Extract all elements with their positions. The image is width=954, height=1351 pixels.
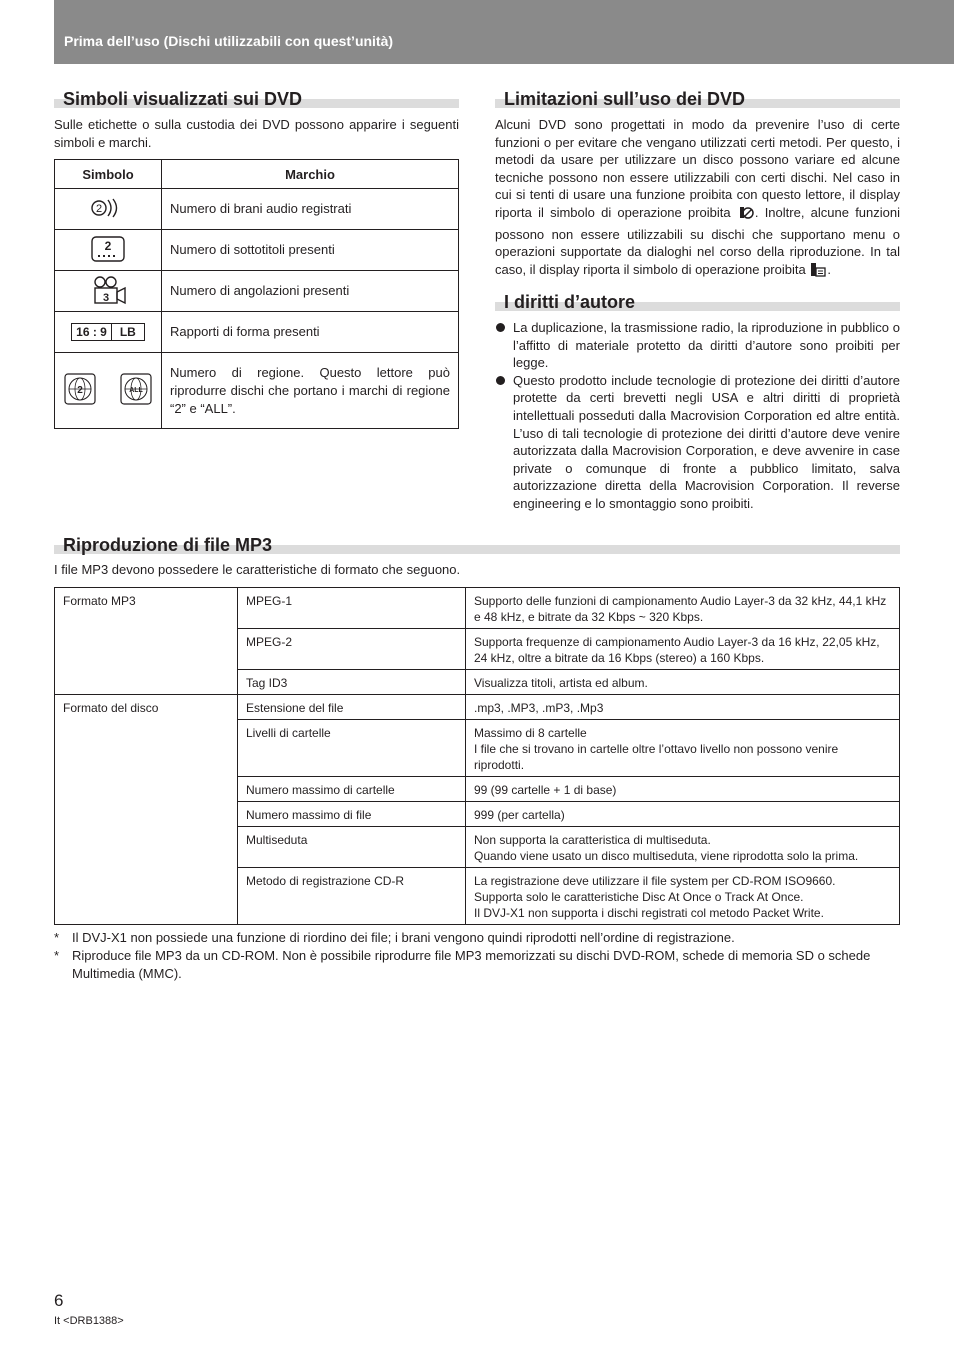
row-key: Metodo di registrazione CD-R	[238, 868, 466, 925]
angles-camera-icon	[55, 271, 162, 312]
svg-text:ALL: ALL	[129, 387, 143, 394]
rights-list	[495, 319, 900, 513]
row-value: Non supporta la caratteristica di multiseduta. Quando viene usato un disco multiseduta, viene riprodotta solo la prima.	[466, 827, 900, 868]
symbols-table	[54, 159, 459, 429]
page-number: 6	[54, 1291, 64, 1310]
symbol-description: Rapporti di forma presenti	[162, 312, 459, 353]
simboli-intro: Sulle etichette o sulla custodia dei DVD possono apparire i seguenti simboli e marchi.	[54, 117, 459, 150]
symbol-description: Numero di sottotitoli presenti	[162, 230, 459, 271]
group-label: Formato MP3	[55, 588, 238, 695]
table-row	[55, 695, 900, 720]
row-key: MPEG-1	[238, 588, 466, 629]
section-title: Limitazioni sull’uso dei DVD	[504, 89, 746, 109]
table-row	[55, 588, 900, 629]
row-value: .mp3, .MP3, .mP3, .Mp3	[466, 695, 900, 720]
symbol-description: Numero di regione. Questo lettore può riprodurre dischi che portano i marchi di regione “2” e “ALL”.	[162, 353, 459, 429]
row-value: Supporto delle funzioni di campionamento Audio Layer-3 da 32 kHz, 44,1 kHz e 48 kHz, e bitrate da 32 Kbps ~ 320 Kbps.	[466, 588, 900, 629]
bullet-icon	[496, 323, 505, 332]
prohibited-menu-icon	[809, 261, 827, 283]
row-value: La registrazione deve utilizzare il file system per CD-ROM ISO9660. Supporta solo le caratteristiche Disc At Once o Track At Once. Il DVJ-X1 non supporta i dischi registrati col metodo Packet Write.	[466, 868, 900, 925]
footnote: * Il DVJ-X1 non possiede una funzione di riordino dei file; i brani vengono quindi riprodotti nell’ordine di registrazione.	[54, 930, 735, 945]
row-value: Visualizza titoli, artista ed album.	[466, 670, 900, 695]
mp3-intro: I file MP3 devono possedere le caratteristiche di formato che seguono.	[54, 562, 461, 577]
svg-text:3: 3	[102, 291, 110, 304]
limitazioni-text: Alcuni DVD sono progettati in modo da prevenire l’uso di certe funzioni o per evitare che vengano utilizzati certi metodi. Per questo, i metodi da usare per utilizzare un disco possono variare ed alcune tecniche possono non essere utilizzabili con certi dischi. Nel caso in cui si tenti di usare una funzione proibita con questo lettore, il display riporta il simbolo di operazione proibita . Inoltre, alcune funzioni possono non essere utilizzabili su dischi che supportano menu o operazioni supportate da dialoghi nel corso della riproduzione. In tal caso, il display riporta il simbolo di operazione proibita .	[495, 116, 900, 282]
list-item: La duplicazione, la trasmissione radio, la riproduzione in pubblico o l’affitto di materiale protetto da diritti d’autore sono proibiti per legge.	[495, 319, 900, 372]
section-heading-mp3	[54, 535, 900, 559]
col-header-simbolo: Simbolo	[55, 160, 162, 189]
row-value: 99 (99 cartelle + 1 di base)	[466, 777, 900, 802]
section-title: Riproduzione di file MP3	[63, 535, 273, 555]
svg-text:2: 2	[77, 385, 83, 396]
symbol-description: Numero di brani audio registrati	[162, 189, 459, 230]
row-key: Multiseduta	[238, 827, 466, 868]
row-value: Massimo di 8 cartelle I file che si trovano in cartelle oltre l’ottavo livello non possono venire riprodotti.	[466, 720, 900, 777]
section-heading-limitazioni	[495, 89, 900, 113]
col-header-marchio: Marchio	[162, 160, 459, 189]
footnote: * Riproduce file MP3 da un CD-ROM. Non è possibile riprodurre file MP3 memorizzati su dischi DVD-ROM, schede di memoria SD o schede Multimedia (MMC).	[54, 948, 871, 981]
svg-text:2: 2	[104, 238, 112, 253]
row-key: Estensione del file	[238, 695, 466, 720]
prohibited-operation-icon	[737, 204, 755, 226]
mp3-format-table	[54, 587, 900, 925]
region-globe-icon	[55, 353, 162, 429]
aspect-ratio-icon: 16 : 9 LB	[55, 312, 162, 353]
section-title: Simboli visualizzati sui DVD	[63, 89, 303, 109]
row-key: Numero massimo di cartelle	[238, 777, 466, 802]
row-key: Tag ID3	[238, 670, 466, 695]
subtitles-icon	[55, 230, 162, 271]
group-label: Formato del disco	[55, 695, 238, 925]
row-value: Supporta frequenze di campionamento Audio Layer-3 da 16 kHz, 22,05 kHz, 24 kHz, oltre a bitrate da 16 Kbps (stereo) a 160 Kbps.	[466, 629, 900, 670]
list-item: Questo prodotto include tecnologie di protezione dei diritti d’autore protette da certi brevetti negli USA e altri diritti di proprietà intellettuali posseduti dalla Macrovision Corporation ed altre entità. L’uso di tali tecnologie di protezione dei diritti d’autore deve venire autorizzata dalla Macrovision Corporation, e deve avvenire in case private o comunque di fronte a pubblico limitato, salva autorizzazione diretta della Macrovision Corporation. Il reverse engineering e lo smontaggio sono proibiti.	[495, 372, 900, 513]
row-key: MPEG-2	[238, 629, 466, 670]
section-heading-simboli	[54, 89, 459, 113]
row-value: 999 (per cartella)	[466, 802, 900, 827]
row-key: Numero massimo di file	[238, 802, 466, 827]
header-banner	[54, 0, 954, 64]
svg-text:2: 2	[95, 202, 103, 215]
section-heading-diritti	[495, 292, 900, 316]
symbol-description: Numero di angolazioni presenti	[162, 271, 459, 312]
header-title: Prima dell’uso (Dischi utilizzabili con quest’unità)	[64, 33, 394, 49]
section-title: I diritti d’autore	[504, 292, 636, 312]
audio-tracks-icon	[55, 189, 162, 230]
bullet-icon	[496, 376, 505, 385]
document-code: It <DRB1388>	[54, 1315, 124, 1327]
row-key: Livelli di cartelle	[238, 720, 466, 777]
